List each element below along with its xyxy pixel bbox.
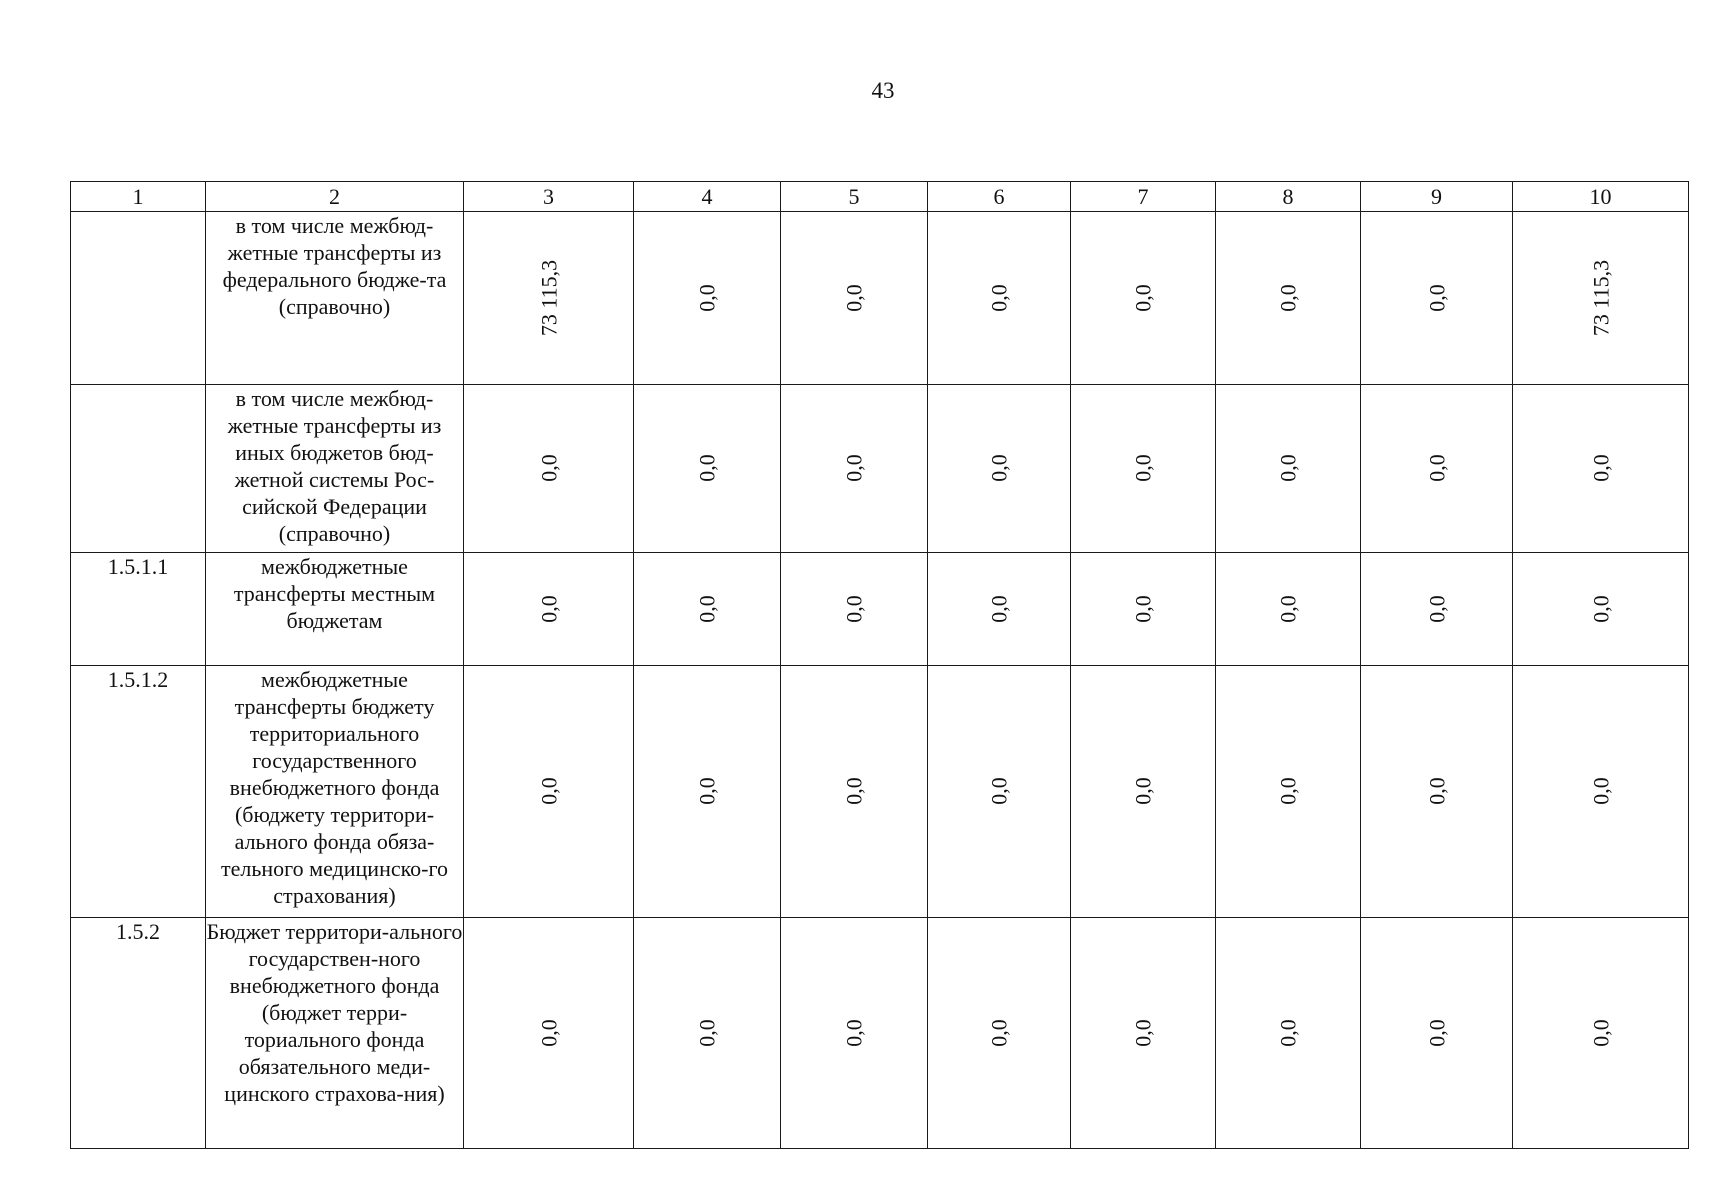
value-cell: [928, 665, 1071, 917]
value-cell: [1513, 552, 1689, 665]
value-text: 0,0: [694, 284, 720, 312]
value-text: 0,0: [1424, 454, 1449, 482]
value-text: 0,0: [1424, 777, 1449, 806]
column-header: 4: [634, 182, 781, 212]
row-label: межбюджетные трансферты бюджету территориального государственного внебюджетного фонда (бюджету территори-ального фонда обяза-тельного медицинско-го страхования): [206, 665, 464, 917]
value-cell: [928, 552, 1071, 665]
value-cell: [1071, 665, 1216, 917]
value-text: 0,0: [1275, 284, 1301, 312]
value-text: 0,0: [1275, 454, 1301, 482]
value-cell: [634, 552, 781, 665]
value-cell: [928, 918, 1071, 1149]
value-text: 0,0: [986, 777, 1012, 806]
table-row: [71, 665, 1689, 917]
value-text: 0,0: [536, 777, 561, 806]
value-cell: [1361, 918, 1513, 1149]
value-text: 73 115,3: [1588, 259, 1613, 337]
value-cell: [1361, 212, 1513, 385]
value-cell: [634, 212, 781, 385]
row-label: в том числе межбюд-жетные трансферты из иных бюджетов бюд-жетной системы Рос-сийской Федерации (справочно): [206, 384, 464, 552]
value-text: 0,0: [1588, 594, 1613, 623]
value-cell: [1361, 552, 1513, 665]
value-cell: [464, 918, 634, 1149]
value-cell: [1216, 665, 1361, 917]
value-text: 0,0: [986, 284, 1012, 312]
value-text: 0,0: [1275, 1019, 1301, 1047]
value-cell: [1513, 665, 1689, 917]
table-row: [71, 384, 1689, 552]
value-text: 0,0: [536, 454, 561, 482]
value-text: 0,0: [1130, 454, 1156, 482]
value-text: 0,0: [986, 1019, 1012, 1047]
value-text: 0,0: [841, 454, 867, 482]
value-text: 0,0: [1424, 284, 1449, 312]
page-number: 43: [871, 78, 895, 103]
column-header: 1: [71, 182, 206, 212]
value-cell: [781, 212, 928, 385]
value-text: 0,0: [694, 594, 720, 623]
column-header: 10: [1513, 182, 1689, 212]
table-row: [71, 552, 1689, 665]
value-text: 0,0: [841, 594, 867, 623]
value-cell: [928, 384, 1071, 552]
value-cell: [1216, 212, 1361, 385]
table-row: [71, 212, 1689, 385]
column-header: 9: [1361, 182, 1513, 212]
value-cell: [1216, 384, 1361, 552]
value-cell: [464, 212, 634, 385]
column-header: 7: [1071, 182, 1216, 212]
value-text: 0,0: [694, 777, 720, 806]
column-header: 8: [1216, 182, 1361, 212]
value-text: 0,0: [841, 1019, 867, 1047]
value-text: 0,0: [841, 284, 867, 312]
value-text: 0,0: [694, 1019, 720, 1047]
row-code: 1.5.1.2: [71, 665, 206, 917]
value-text: 73 115,3: [536, 259, 561, 337]
value-cell: [464, 384, 634, 552]
value-cell: [1513, 918, 1689, 1149]
value-cell: [781, 552, 928, 665]
value-cell: [634, 384, 781, 552]
table-header-row: [71, 182, 1689, 212]
value-text: 0,0: [1130, 284, 1156, 312]
row-code: 1.5.2: [71, 918, 206, 1149]
value-text: 0,0: [1588, 777, 1613, 806]
value-text: 0,0: [536, 594, 561, 623]
value-text: 0,0: [1588, 454, 1613, 482]
value-cell: [781, 384, 928, 552]
value-cell: [1216, 552, 1361, 665]
value-cell: [1513, 384, 1689, 552]
value-text: 0,0: [536, 1019, 561, 1047]
column-header: 3: [464, 182, 634, 212]
value-cell: [464, 665, 634, 917]
value-text: 0,0: [1130, 594, 1156, 623]
value-text: 0,0: [1130, 1019, 1156, 1047]
value-text: 0,0: [1130, 777, 1156, 806]
value-cell: [1071, 918, 1216, 1149]
budget-table: [70, 181, 1689, 1149]
row-code: [71, 384, 206, 552]
row-label: межбюджетные трансферты местным бюджетам: [206, 552, 464, 665]
row-code: 1.5.1.1: [71, 552, 206, 665]
value-cell: [634, 918, 781, 1149]
value-cell: [1361, 384, 1513, 552]
value-cell: [928, 212, 1071, 385]
row-code: [71, 212, 206, 385]
value-cell: [1071, 212, 1216, 385]
value-cell: [781, 665, 928, 917]
value-text: 0,0: [1275, 777, 1301, 806]
row-label: Бюджет территори-ального государствен-ного внебюджетного фонда (бюджет терри-ториального фонда обязательного меди-цинского страхова-ния): [206, 918, 464, 1149]
value-cell: [1216, 918, 1361, 1149]
row-label: в том числе межбюд-жетные трансферты из федерального бюдже-та (справочно): [206, 212, 464, 385]
column-header: 6: [928, 182, 1071, 212]
value-cell: [1071, 552, 1216, 665]
table-row: [71, 918, 1689, 1149]
value-cell: [1513, 212, 1689, 385]
value-text: 0,0: [694, 454, 720, 482]
value-text: 0,0: [1588, 1019, 1613, 1047]
value-cell: [634, 665, 781, 917]
value-cell: [464, 552, 634, 665]
value-text: 0,0: [986, 454, 1012, 482]
value-text: 0,0: [1424, 1019, 1449, 1047]
value-text: 0,0: [841, 777, 867, 806]
value-cell: [1071, 384, 1216, 552]
column-header: 2: [206, 182, 464, 212]
value-text: 0,0: [1424, 594, 1449, 623]
column-header: 5: [781, 182, 928, 212]
value-cell: [1361, 665, 1513, 917]
value-cell: [781, 918, 928, 1149]
value-text: 0,0: [1275, 594, 1301, 623]
value-text: 0,0: [986, 594, 1012, 623]
